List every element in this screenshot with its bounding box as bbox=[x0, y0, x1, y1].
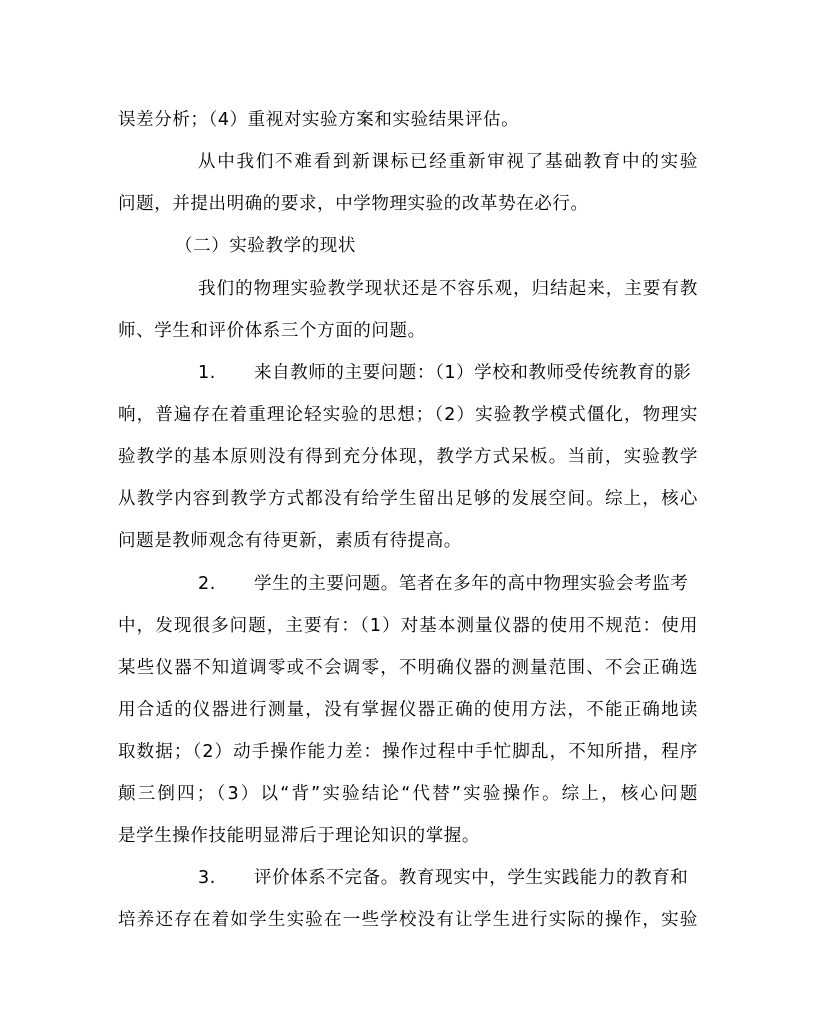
text-line: 中，发现很多问题，主要有：（1）对基本测量仪器的使用不规范：使用 bbox=[118, 616, 698, 636]
text-line: 颠三倒四；（3）以“背”实验结论“代替”实验操作。综上，核心问题 bbox=[118, 784, 698, 804]
text-line: 响，普遍存在着重理论轻实验的思想；（2）实验教学模式僵化，物理实 bbox=[118, 405, 698, 425]
text-line: 问题，并提出明确的要求，中学物理实验的改革势在必行。 bbox=[118, 194, 589, 214]
text-line: 用合适的仪器进行测量，没有掌握仪器正确的使用方法，不能正确地读 bbox=[118, 700, 698, 720]
text-line: 来自教师的主要问题：（1）学校和教师受传统教育的影 bbox=[254, 363, 692, 383]
text-line: 培养还存在着如学生实验在一些学校没有让学生进行实际的操作，实验 bbox=[118, 910, 698, 930]
text-line: 是学生操作技能明显滞后于理论知识的掌握。 bbox=[118, 826, 480, 846]
text-line: 师、学生和评价体系三个方面的问题。 bbox=[118, 321, 426, 341]
item-number: 1. bbox=[198, 363, 216, 383]
numbered-item-2 bbox=[198, 572, 698, 596]
text-line: 问题是教师观念有待更新，素质有待提高。 bbox=[118, 531, 462, 551]
numbered-item-3 bbox=[198, 866, 698, 890]
text-line: 误差分析；（4）重视对实验方案和实验结果评估。 bbox=[118, 110, 520, 130]
text-line: 验教学的基本原则没有得到充分体现，教学方式呆板。当前，实验教学 bbox=[118, 447, 698, 467]
section-heading: （二）实验教学的现状 bbox=[175, 236, 356, 256]
text-line: 从中我们不难看到新课标已经重新审视了基础教育中的实验 bbox=[198, 152, 698, 172]
text-line: 取数据；（2）动手操作能力差：操作过程中手忙脚乱，不知所措，程序 bbox=[118, 742, 698, 762]
text-line: 学生的主要问题。笔者在多年的高中物理实验会考监考 bbox=[254, 574, 689, 594]
numbered-item-1 bbox=[198, 361, 698, 385]
text-line: 评价体系不完备。教育现实中，学生实践能力的教育和 bbox=[254, 868, 689, 888]
item-number: 3. bbox=[198, 868, 216, 888]
text-line: 从教学内容到教学方式都没有给学生留出足够的发展空间。综上，核心 bbox=[118, 489, 698, 509]
item-number: 2. bbox=[198, 574, 216, 594]
text-line: 我们的物理实验教学现状还是不容乐观，归结起来，主要有教 bbox=[198, 279, 698, 299]
text-line: 某些仪器不知道调零或不会调零，不明确仪器的测量范围、不会正确选 bbox=[118, 658, 698, 678]
